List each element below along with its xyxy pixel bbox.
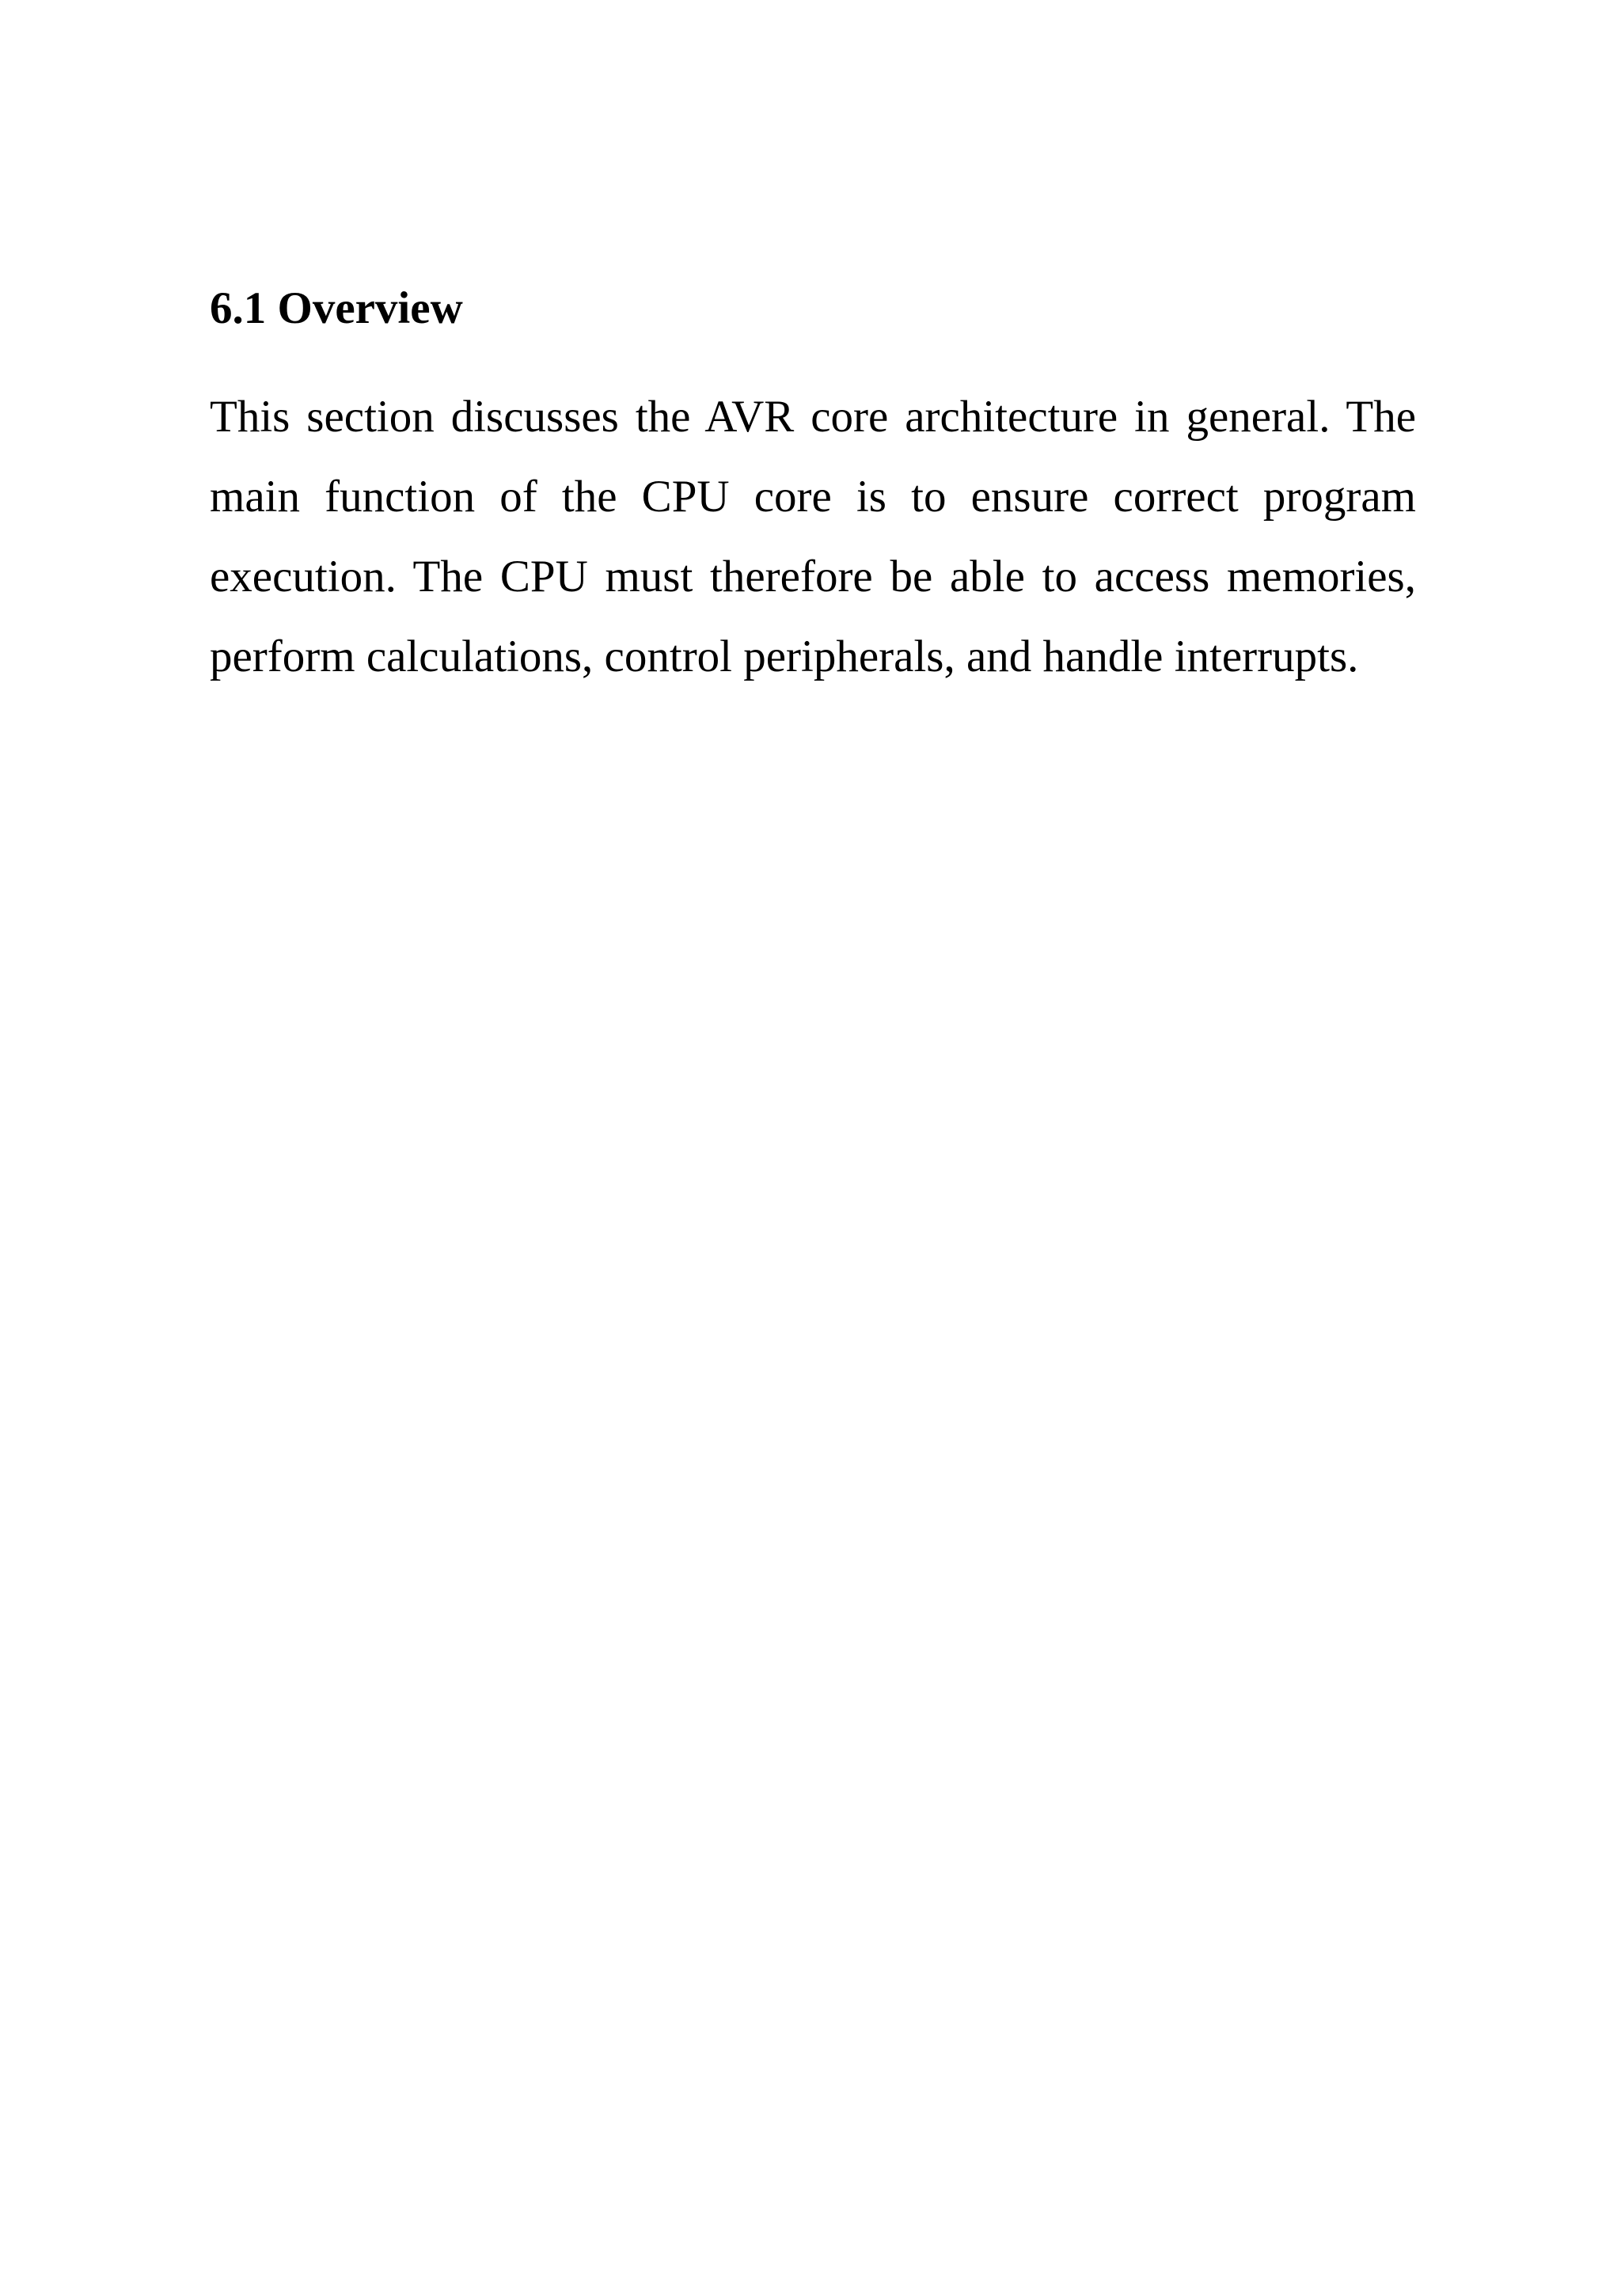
section-heading: 6.1 Overview: [210, 283, 463, 333]
section-paragraph: This section discusses the AVR core architecture in general. The main function of the CPU core is to ensure correct program execution. The CPU must therefore be able to access memories, perform calculations, control peripherals, and handle interrupts.: [210, 392, 1416, 681]
section-content: [210, 269, 1416, 696]
